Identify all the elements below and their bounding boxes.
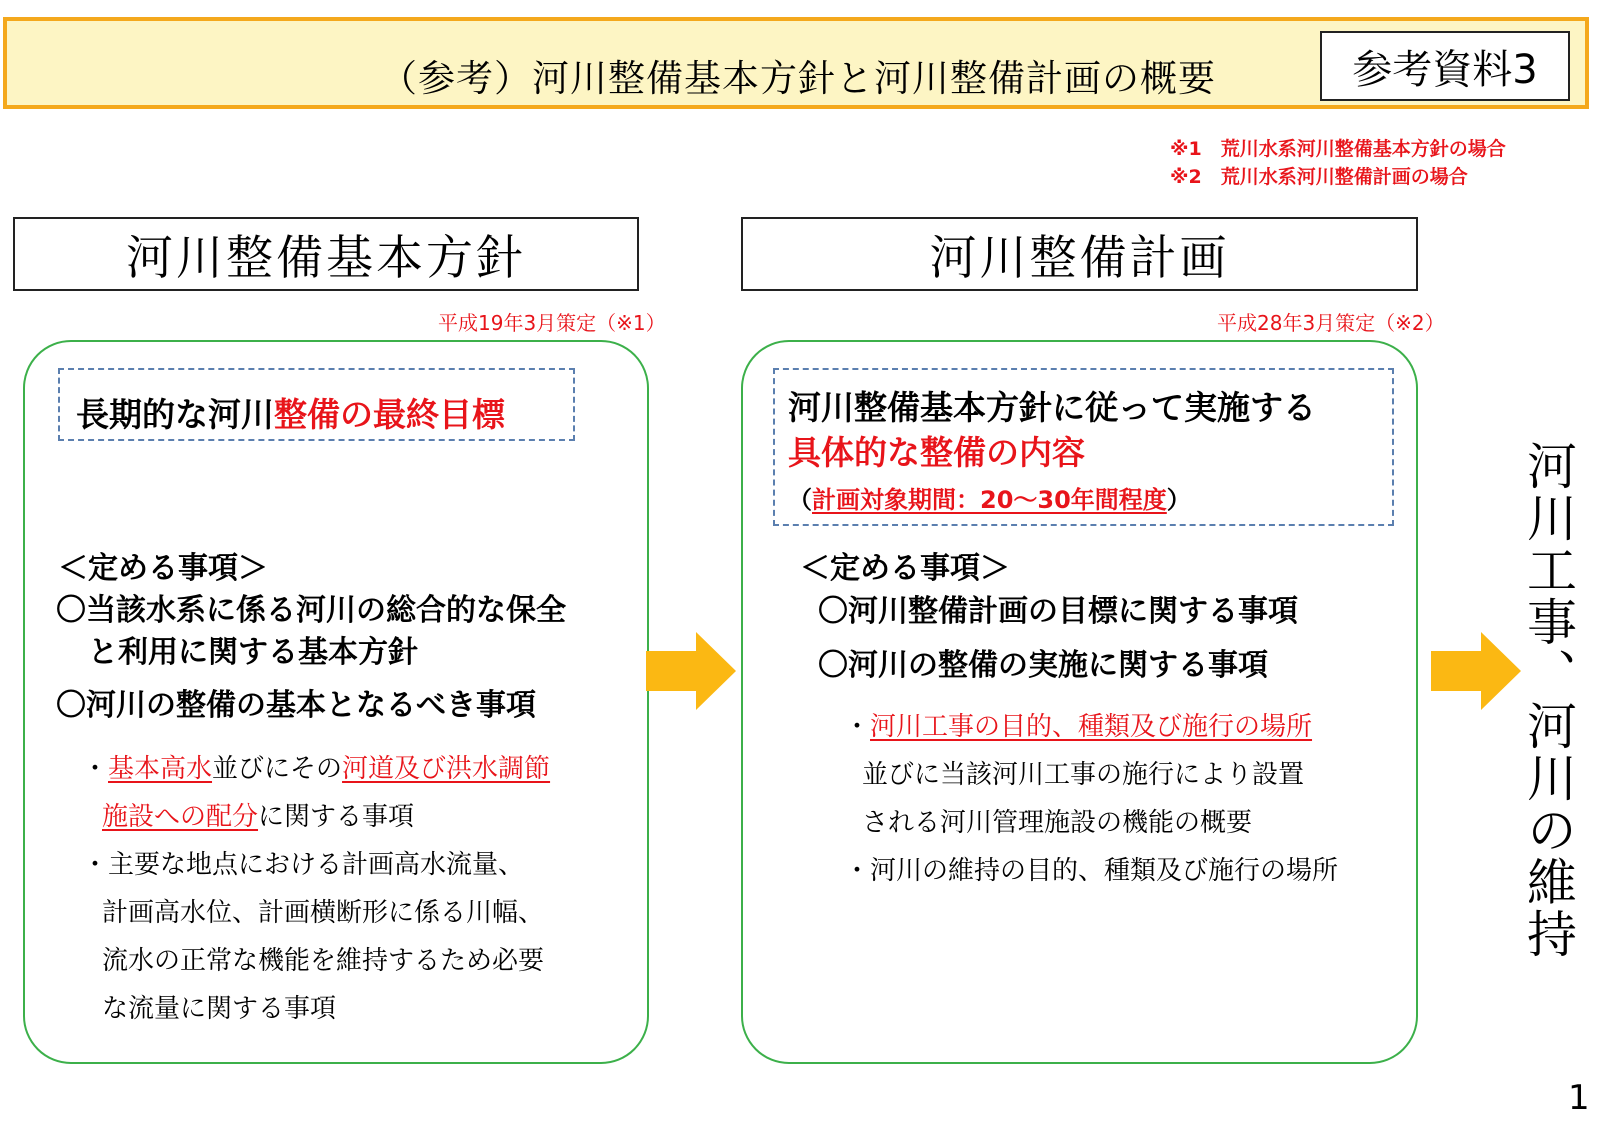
- right-period-text: 計画対象期間：20～30年間程度: [812, 486, 1167, 514]
- left-sub-1-text-b: に関する事項: [258, 802, 415, 832]
- left-goal: [76, 389, 505, 436]
- right-section-title: ＜定める事項＞: [800, 551, 1010, 586]
- left-sub-1-highlight-c: 施設への配分: [102, 802, 259, 832]
- right-date: 平成28年3月策定（※2）: [1217, 311, 1445, 335]
- arrow-right-icon: [646, 632, 736, 710]
- note-2: ※2 荒川水系河川整備計画の場合: [1170, 166, 1468, 188]
- left-section-title: ＜定める事項＞: [58, 551, 268, 586]
- left-sub-2-line-3: 流水の正常な機能を維持するため必要: [102, 946, 545, 976]
- right-sub-2: ・河川の維持の目的、種類及び施行の場所: [844, 856, 1339, 886]
- left-sub-2-line-1: ・主要な地点における計画高水流量、: [82, 850, 525, 880]
- right-item-2: 〇河川の整備の実施に関する事項: [818, 648, 1268, 683]
- right-goal-line-2: 具体的な整備の内容: [788, 433, 1085, 472]
- left-date: 平成19年3月策定（※1）: [438, 311, 666, 335]
- left-sub-2-line-2: 計画高水位、計画横断形に係る川幅、: [102, 898, 545, 928]
- bullet: ・: [82, 754, 109, 784]
- arrow-right-icon: [1431, 632, 1521, 710]
- page-title: （参考）河川整備基本方針と河川整備計画の概要: [380, 57, 1216, 100]
- right-sub-1-line-3: される河川管理施設の機能の概要: [862, 808, 1253, 838]
- left-sub-1-highlight-b: 河道及び洪水調節: [342, 754, 551, 784]
- left-sub-1-highlight-a: 基本高水: [108, 754, 213, 784]
- note-1: ※1 荒川水系河川整備基本方針の場合: [1170, 138, 1506, 160]
- left-sub-1-line-1: [82, 748, 550, 785]
- left-sub-2-line-4: な流量に関する事項: [102, 994, 337, 1024]
- paren-open: （: [788, 486, 812, 514]
- left-item-2: 〇河川の整備の基本となるべき事項: [56, 688, 536, 723]
- left-sub-1-line-2: [102, 796, 414, 833]
- bullet: ・: [844, 712, 871, 742]
- right-sub-1-line-2: 並びに当該河川工事の施行により設置: [862, 760, 1305, 790]
- left-goal-prefix: 長期的な河川: [76, 395, 274, 434]
- right-sub-1-highlight: 河川工事の目的、種類及び施行の場所: [870, 712, 1313, 742]
- right-item-1: 〇河川整備計画の目標に関する事項: [818, 594, 1298, 629]
- vertical-outcome-text: 河川工事、河川の維持: [1519, 440, 1577, 960]
- left-goal-highlight: 整備の最終目標: [274, 395, 505, 434]
- reference-label: 参考資料3: [1320, 31, 1570, 101]
- right-sub-1-line-1: [844, 706, 1312, 743]
- right-period: [788, 480, 1191, 515]
- page-number: 1: [1568, 1078, 1590, 1118]
- left-heading: 河川整備基本方針: [13, 217, 639, 291]
- right-heading: 河川整備計画: [741, 217, 1418, 291]
- left-item-1-line-1: 〇当該水系に係る河川の総合的な保全: [56, 593, 566, 628]
- paren-close: ）: [1166, 486, 1191, 514]
- right-goal-line-1: 河川整備基本方針に従って実施する: [788, 388, 1316, 427]
- left-sub-1-text-a: 並びにその: [212, 754, 343, 784]
- left-item-1-line-2: と利用に関する基本方針: [88, 635, 418, 670]
